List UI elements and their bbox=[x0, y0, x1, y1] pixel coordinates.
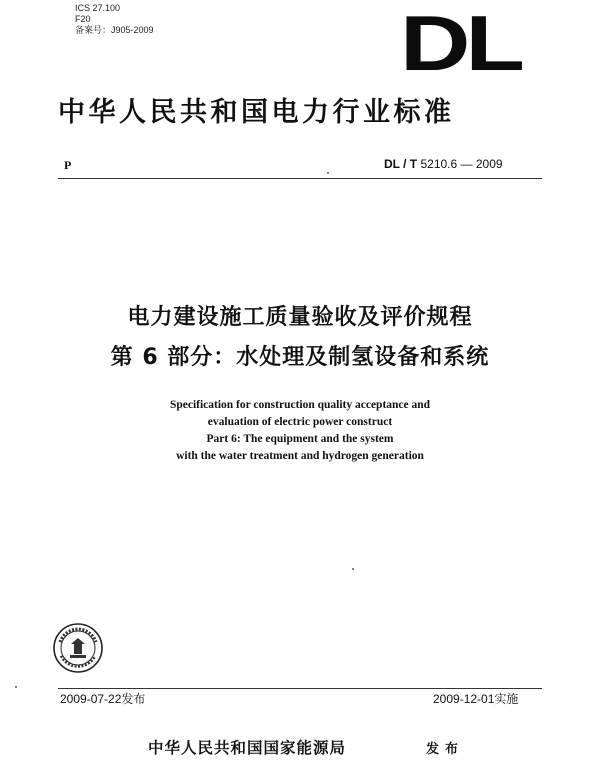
scan-speck bbox=[327, 172, 329, 174]
bottom-divider bbox=[58, 688, 542, 689]
record-number: 备案号：J905-2009 bbox=[75, 25, 154, 35]
ics-code: ICS 27.100 bbox=[75, 3, 121, 13]
english-title-line-2: evaluation of electric power construct bbox=[207, 416, 393, 428]
implementation-date: 2009-12-01实施 bbox=[433, 692, 519, 706]
dl-logo: DL bbox=[400, 10, 520, 76]
standard-number-prefix: DL / T bbox=[384, 157, 418, 171]
publisher-name: 中华人民共和国国家能源局 bbox=[148, 739, 347, 757]
english-title-line-4: with the water treatment and hydrogen generation bbox=[176, 450, 424, 462]
ccs-code: F20 bbox=[75, 14, 91, 24]
scan-speck bbox=[15, 686, 17, 688]
english-title-line-1: Specification for construction quality acceptance and bbox=[169, 399, 431, 411]
publish-label: 发布 bbox=[426, 742, 465, 757]
chinese-title-line-1: 电力建设施工质量验收及评价规程 bbox=[127, 305, 473, 330]
publisher-seal-icon bbox=[52, 622, 104, 674]
standard-number bbox=[384, 157, 503, 171]
top-divider bbox=[58, 178, 542, 179]
standard-title: 中华人民共和国电力行业标准 bbox=[58, 97, 455, 128]
category-code: P bbox=[64, 158, 72, 172]
chinese-title-line-2: 第 6 部分：水处理及制氢设备和系统 bbox=[110, 345, 490, 370]
standard-number-rest: 5210.6 — 2009 bbox=[420, 157, 503, 171]
scan-speck bbox=[352, 568, 354, 570]
english-title-line-3: Part 6: The equipment and the system bbox=[206, 433, 394, 445]
issue-date: 2009-07-22发布 bbox=[60, 692, 146, 706]
